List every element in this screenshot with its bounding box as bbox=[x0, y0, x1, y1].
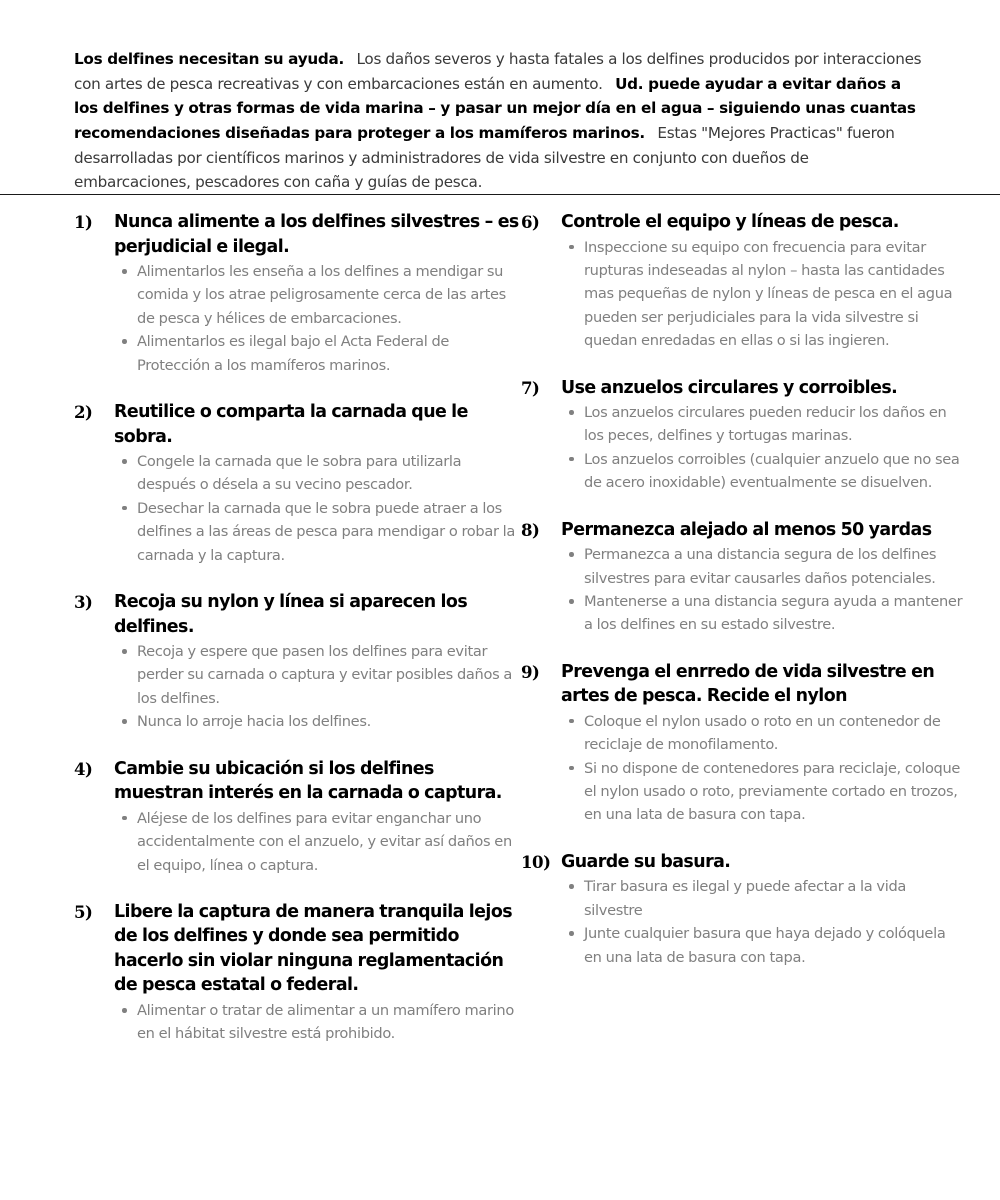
practice-item-heading bbox=[74, 757, 519, 806]
practice-item-number: 4) bbox=[74, 758, 93, 779]
bullet-dot-icon bbox=[569, 410, 574, 415]
practice-item bbox=[74, 900, 519, 1046]
list-item-text: Los anzuelos circulares pueden reducir los daños en los peces, delfines y tortugas marinas. bbox=[584, 404, 947, 445]
list-item bbox=[569, 922, 966, 969]
practice-item-bullets bbox=[74, 807, 519, 877]
practice-item-heading bbox=[521, 210, 966, 235]
practice-item-number: 5) bbox=[74, 901, 93, 922]
practice-item-number: 7) bbox=[521, 377, 540, 398]
list-item-text: Alimentarlos les enseña a los delfines a mendigar su comida y los atrae peligrosamente cerca de las artes de pesca y hélices de embarcaciones. bbox=[137, 263, 506, 327]
practice-item-bullets bbox=[521, 543, 966, 637]
list-item bbox=[122, 450, 519, 497]
practice-item-heading bbox=[521, 518, 966, 543]
list-item bbox=[569, 875, 966, 922]
practice-item-bullets bbox=[74, 640, 519, 734]
list-item-text: Aléjese de los delfines para evitar enganchar uno accidentalmente con el anzuelo, y evitar así daños en el equipo, línea o captura. bbox=[137, 809, 512, 874]
practice-item-bullets bbox=[74, 260, 519, 377]
list-item bbox=[569, 543, 966, 590]
practice-item bbox=[521, 660, 966, 827]
practice-item-bullets bbox=[74, 450, 519, 567]
practice-item-bullets bbox=[521, 401, 966, 495]
practice-item-heading bbox=[521, 376, 966, 401]
list-item-text: Mantenerse a una distancia segura ayuda a mantener a los delfines en su estado silvestre. bbox=[584, 592, 963, 634]
bullet-dot-icon bbox=[569, 552, 574, 557]
practice-item-number: 2) bbox=[74, 402, 93, 423]
list-item bbox=[569, 710, 966, 757]
practice-item-heading bbox=[74, 590, 519, 639]
practice-item-title: Permanezca alejado al menos 50 yardas bbox=[561, 519, 932, 540]
bullet-dot-icon bbox=[122, 1008, 127, 1013]
list-item bbox=[122, 260, 519, 330]
bullet-dot-icon bbox=[569, 457, 574, 462]
practice-item-heading bbox=[74, 900, 519, 998]
practice-item-heading bbox=[521, 660, 966, 709]
practice-item bbox=[521, 376, 966, 495]
practice-item bbox=[74, 590, 519, 734]
intro-segment-regular: Estas "Mejores Practicas" fueron desarrolladas por científicos marinos y administradores de vida silvestre en conjunto con dueños de embarcaciones, pescadores con caña y guías de pesca. bbox=[74, 123, 895, 192]
list-item-text: Tirar basura es ilegal y puede afectar a la vida silvestre bbox=[584, 878, 907, 919]
practice-item-title: Cambie su ubicación si los delfines muestran interés en la carnada o captura. bbox=[114, 758, 502, 804]
list-item-text: Inspeccione su equipo con frecuencia para evitar rupturas indeseadas al nylon – hasta las cantidades mas pequeñas de nylon y líneas de pesca en el agua pueden ser perjudiciales para la vida silvestre si quedan enredadas en ellas o si las ingieren. bbox=[584, 238, 953, 350]
practice-item bbox=[521, 850, 966, 969]
bullet-dot-icon bbox=[122, 649, 127, 654]
bullet-dot-icon bbox=[122, 719, 127, 724]
practice-item-bullets bbox=[521, 875, 966, 969]
list-item bbox=[122, 497, 519, 567]
practice-item-heading bbox=[74, 400, 519, 449]
practice-item bbox=[74, 757, 519, 877]
practice-item-number: 3) bbox=[74, 592, 93, 613]
bullet-dot-icon bbox=[122, 459, 127, 464]
right-column bbox=[521, 210, 966, 969]
practice-item-number: 8) bbox=[521, 519, 540, 540]
practice-item-title: Recoja su nylon y línea si aparecen los delfines. bbox=[114, 592, 468, 637]
list-item-text: Los anzuelos corroibles (cualquier anzuelo que no sea de acero inoxidable) eventualmente se disuelven. bbox=[584, 450, 960, 492]
practice-item-number: 9) bbox=[521, 661, 540, 682]
practice-item-bullets bbox=[74, 999, 519, 1046]
practice-item-title: Prevenga el enrredo de vida silvestre en artes de pesca. Recide el nylon bbox=[561, 661, 935, 707]
list-item bbox=[122, 330, 519, 377]
practice-item-bullets bbox=[521, 710, 966, 827]
list-item-text: Si no dispone de contenedores para reciclaje, coloque el nylon usado o roto, previamente cortado en trozos, en una lata de basura con tapa. bbox=[584, 759, 961, 824]
list-item bbox=[569, 590, 966, 637]
list-item-text: Permanezca a una distancia segura de los delfines silvestres para evitar causarles daños potenciales. bbox=[584, 546, 937, 587]
practice-item-heading bbox=[74, 210, 519, 259]
practice-item-title: Nunca alimente a los delfines silvestres – es perjudicial e ilegal. bbox=[114, 212, 519, 257]
practice-item-title: Guarde su basura. bbox=[561, 851, 731, 872]
practice-item bbox=[521, 518, 966, 637]
list-item bbox=[569, 401, 966, 448]
list-item-text: Junte cualquier basura que haya dejado y colóquela en una lata de basura con tapa. bbox=[584, 925, 946, 966]
best-practices-columns bbox=[0, 210, 1000, 1046]
list-item-text: Alimentarlos es ilegal bajo el Acta Federal de Protección a los mamíferos marinos. bbox=[137, 333, 450, 374]
header-divider bbox=[0, 194, 1000, 195]
bullet-dot-icon bbox=[569, 719, 574, 724]
list-item bbox=[569, 236, 966, 353]
intro-segment-bold: Los delfines necesitan su ayuda. bbox=[74, 50, 345, 69]
list-item bbox=[122, 710, 519, 733]
list-item-text: Nunca lo arroje hacia los delfines. bbox=[137, 713, 371, 731]
practice-item-title: Controle el equipo y líneas de pesca. bbox=[561, 212, 899, 232]
list-item-text: Recoja y espere que pasen los delfines para evitar perder su carnada o captura y evitar posibles daños a los delfines. bbox=[137, 643, 513, 707]
list-item-text: Desechar la carnada que le sobra puede atraer a los delfines a las áreas de pesca para mendigar o robar la carnada y la captura. bbox=[137, 499, 516, 564]
list-item bbox=[122, 807, 519, 877]
list-item-text: Alimentar o tratar de alimentar a un mamífero marino en el hábitat silvestre está prohibido. bbox=[137, 1001, 514, 1043]
intro-segment-bold: Ud. puede ayudar a evitar daños a los delfines y otras formas de vida marina – y pasar un mejor día en el agua – siguiendo unas cuantas recomendaciones diseñadas para proteger a los mamíferos marinos. bbox=[74, 74, 916, 142]
list-item-text: Congele la carnada que le sobra para utilizarla después o désela a su vecino pescador. bbox=[137, 453, 462, 494]
intro-paragraph bbox=[74, 47, 926, 195]
list-item bbox=[122, 999, 519, 1046]
intro-segment-regular: Los daños severos y hasta fatales a los delfines producidos por interacciones con artes de pesca recreativas y con embarcaciones están en aumento. bbox=[74, 50, 922, 93]
practice-item-title: Use anzuelos circulares y corroibles. bbox=[561, 377, 898, 398]
list-item-text: Coloque el nylon usado o roto en un contenedor de reciclaje de monofilamento. bbox=[584, 712, 941, 754]
list-item bbox=[569, 757, 966, 827]
practice-item-number: 6) bbox=[521, 212, 540, 232]
bullet-dot-icon bbox=[122, 339, 127, 344]
practice-item-title: Reutilice o comparta la carnada que le sobra. bbox=[114, 402, 468, 447]
bullet-dot-icon bbox=[122, 506, 127, 511]
practice-item-title: Libere la captura de manera tranquila lejos de los delfines y donde sea permitido hacerlo sin violar ninguna reglamentación de pesca estatal o federal. bbox=[114, 901, 513, 996]
practice-item bbox=[521, 210, 966, 353]
practice-item-number: 1) bbox=[74, 212, 93, 232]
bullet-dot-icon bbox=[569, 884, 574, 889]
bullet-dot-icon bbox=[569, 931, 574, 936]
bullet-dot-icon bbox=[122, 269, 127, 274]
bullet-dot-icon bbox=[569, 245, 574, 250]
practice-item bbox=[74, 210, 519, 377]
bullet-dot-icon bbox=[569, 766, 574, 771]
bullet-dot-icon bbox=[122, 816, 127, 821]
practice-item-heading bbox=[521, 850, 966, 875]
bullet-dot-icon bbox=[569, 599, 574, 604]
left-column bbox=[74, 210, 519, 1046]
list-item bbox=[569, 448, 966, 495]
practice-item-bullets bbox=[521, 236, 966, 353]
practice-item-number: 10) bbox=[521, 851, 551, 872]
list-item bbox=[122, 640, 519, 710]
practice-item bbox=[74, 400, 519, 567]
